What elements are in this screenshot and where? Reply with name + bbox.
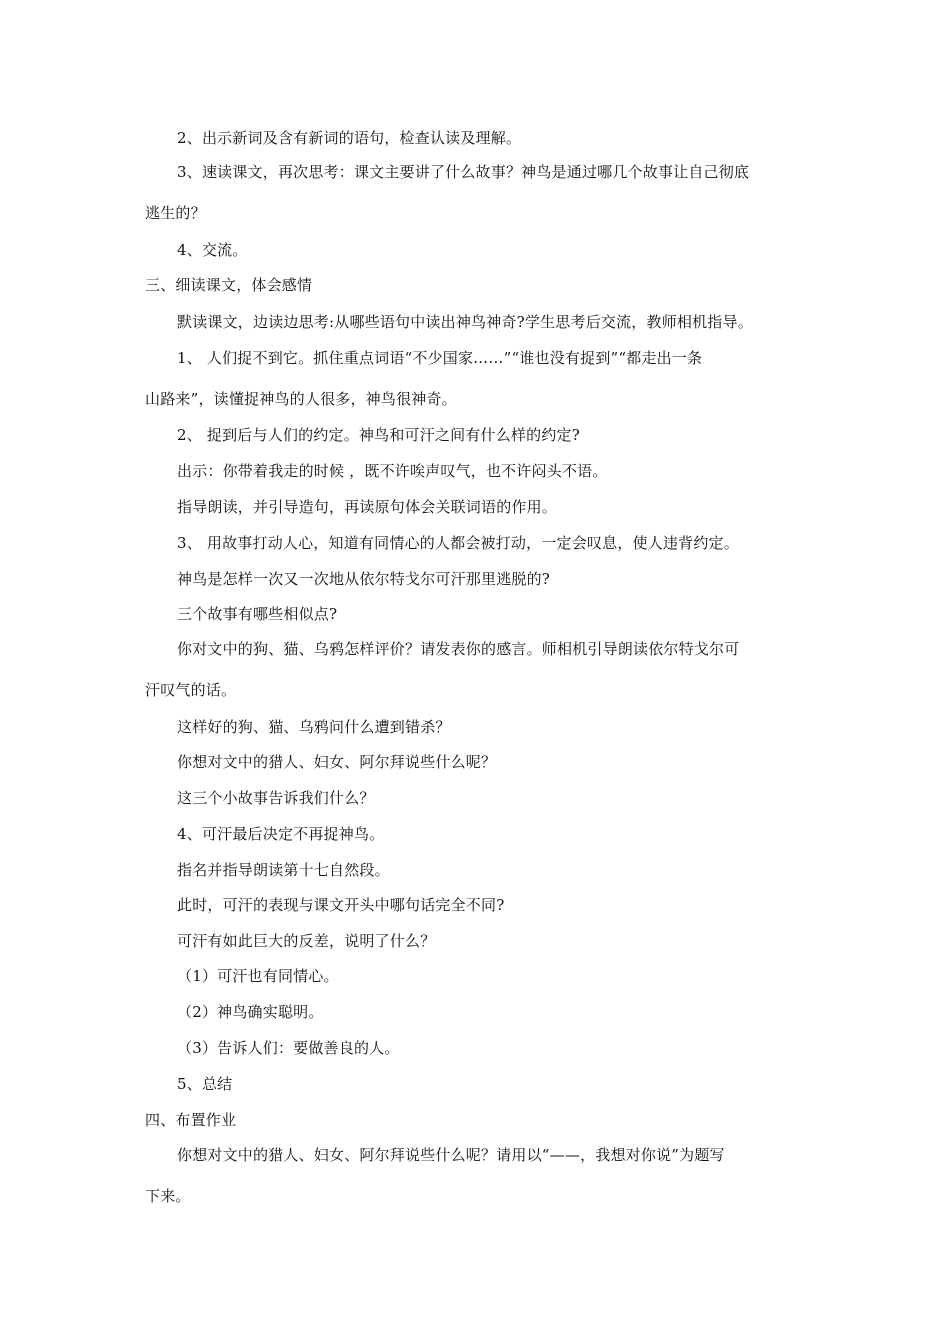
paragraph-line: 指导朗读，并引导造句，再读原句体会关联词语的作用。 [177, 498, 558, 516]
paragraph-line: 4、可汗最后决定不再捉神鸟。 [177, 825, 385, 843]
paragraph-line: 这三个小故事告诉我们什么？ [177, 789, 375, 807]
paragraph-line: 你对文中的狗、猫、乌鸦怎样评价？请发表你的感言。师相机引导朗读依尔特戈尔可 [177, 640, 740, 658]
paragraph-line: 2、出示新词及含有新词的语句，检查认读及理解。 [177, 129, 522, 147]
paragraph-line: 3、速读课文，再次思考：课文主要讲了什么故事？神鸟是通过哪几个故事让自己彻底 [177, 163, 750, 181]
paragraph-line: 3、 用故事打动人心，知道有同情心的人都会被打动，一定会叹息，使人违背约定。 [177, 534, 739, 552]
paragraph-line: 下来。 [145, 1187, 191, 1205]
paragraph-line: 你想对文中的猎人、妇女、阿尔拜说些什么呢？ [177, 753, 497, 771]
list-item: （2）神鸟确实聪明。 [177, 1003, 324, 1021]
paragraph-line: 2、 捉到后与人们的约定。神鸟和可汗之间有什么样的约定? [177, 426, 580, 444]
section-heading: 三、细读课文，体会感情 [145, 276, 313, 294]
paragraph-line: 此时，可汗的表现与课文开头中哪句话完全不同? [177, 896, 505, 914]
paragraph-line: 可汗有如此巨大的反差，说明了什么？ [177, 932, 436, 950]
paragraph-line: 默读课文，边读边思考:从哪些语句中读出神鸟神奇?学生思考后交流，教师相机指导。 [177, 313, 753, 331]
paragraph-line: 5、总结 [177, 1075, 233, 1093]
section-heading: 四、布置作业 [145, 1111, 237, 1129]
paragraph-line: 1、 人们捉不到它。抓住重点词语“不少国家……”“谁也没有捉到”“都走出一条 [177, 349, 703, 367]
paragraph-line: 汗叹气的话。 [145, 681, 237, 699]
list-item: （3）告诉人们：要做善良的人。 [177, 1039, 400, 1057]
paragraph-line: 你想对文中的猎人、妇女、阿尔拜说些什么呢？请用以“——，我想对你说”为题写 [177, 1146, 725, 1164]
paragraph-line: 神鸟是怎样一次又一次地从依尔特戈尔可汗那里逃脱的? [177, 570, 551, 588]
paragraph-line: 逃生的？ [145, 204, 206, 222]
paragraph-line: 山路来”，读懂捉神鸟的人很多，神鸟很神奇。 [145, 390, 457, 408]
list-item: （1）可汗也有同情心。 [177, 967, 339, 985]
paragraph-line: 指名并指导朗读第十七自然段。 [177, 861, 390, 879]
paragraph-line: 4、交流。 [177, 241, 248, 259]
paragraph-line: 这样好的狗、猫、乌鸦问什么遭到错杀？ [177, 718, 451, 736]
paragraph-line: 三个故事有哪些相似点? [177, 605, 338, 623]
paragraph-line: 出示：你带着我走的时候 ，既不许唉声叹气，也不许闷头不语。 [177, 462, 608, 480]
